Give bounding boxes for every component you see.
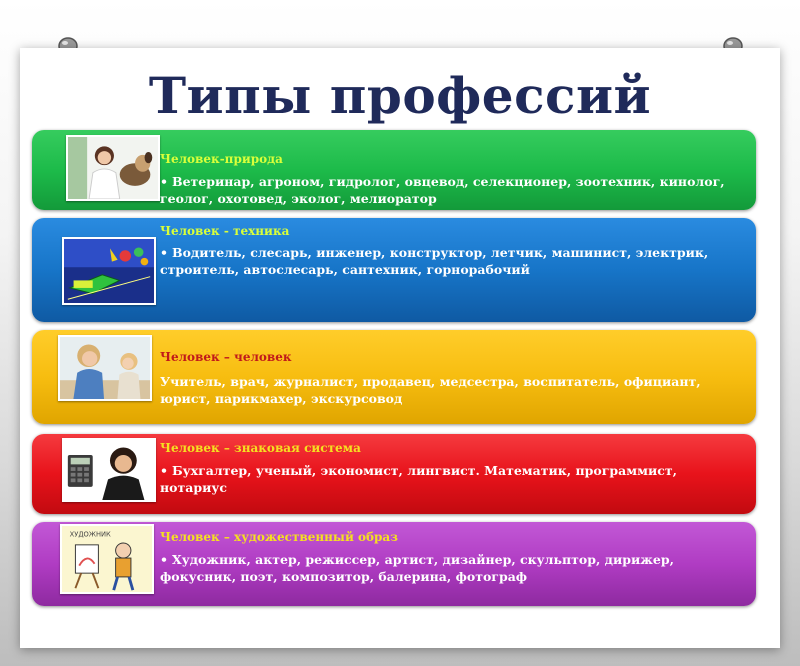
technology-image (62, 237, 156, 305)
category-title-art: Человек – художественный образ (160, 530, 398, 544)
veterinarian-image (66, 135, 160, 201)
category-title-human: Человек – человек (160, 350, 292, 364)
category-professions-art: • Художник, актер, режиссер, артист, дизайнер, скульптор, дирижер, фокусник, поэт, композитор, балерина, фотограф (160, 552, 674, 584)
category-title-technology: Человек - техника (160, 224, 290, 238)
calculator-woman-image (62, 438, 156, 502)
category-professions-human: Учитель, врач, журналист, продавец, медсестра, воспитатель, официант, юрист, парикмахер, экскурсовод (160, 374, 701, 406)
category-professions-nature: • Ветеринар, агроном, гидролог, овцевод, селекционер, зоотехник, кинолог, геолог, охотовед, эколог, мелиоратор (160, 174, 725, 206)
artist-image-caption: ХУДОЖНИК (69, 530, 111, 539)
artist-image (60, 524, 154, 594)
category-professions-technology: • Водитель, слесарь, инженер, конструктор, летчик, машинист, электрик, строитель, автослесарь, сантехник, горнорабочий (160, 245, 709, 277)
teacher-child-image (58, 335, 152, 401)
category-title-nature: Человек-природа (160, 152, 283, 166)
slide-title: Типы профессий (148, 66, 652, 125)
category-title-sign-system: Человек – знаковая система (160, 441, 361, 455)
category-professions-sign-system: • Бухгалтер, ученый, экономист, лингвист. Математик, программист, нотариус (160, 463, 677, 495)
